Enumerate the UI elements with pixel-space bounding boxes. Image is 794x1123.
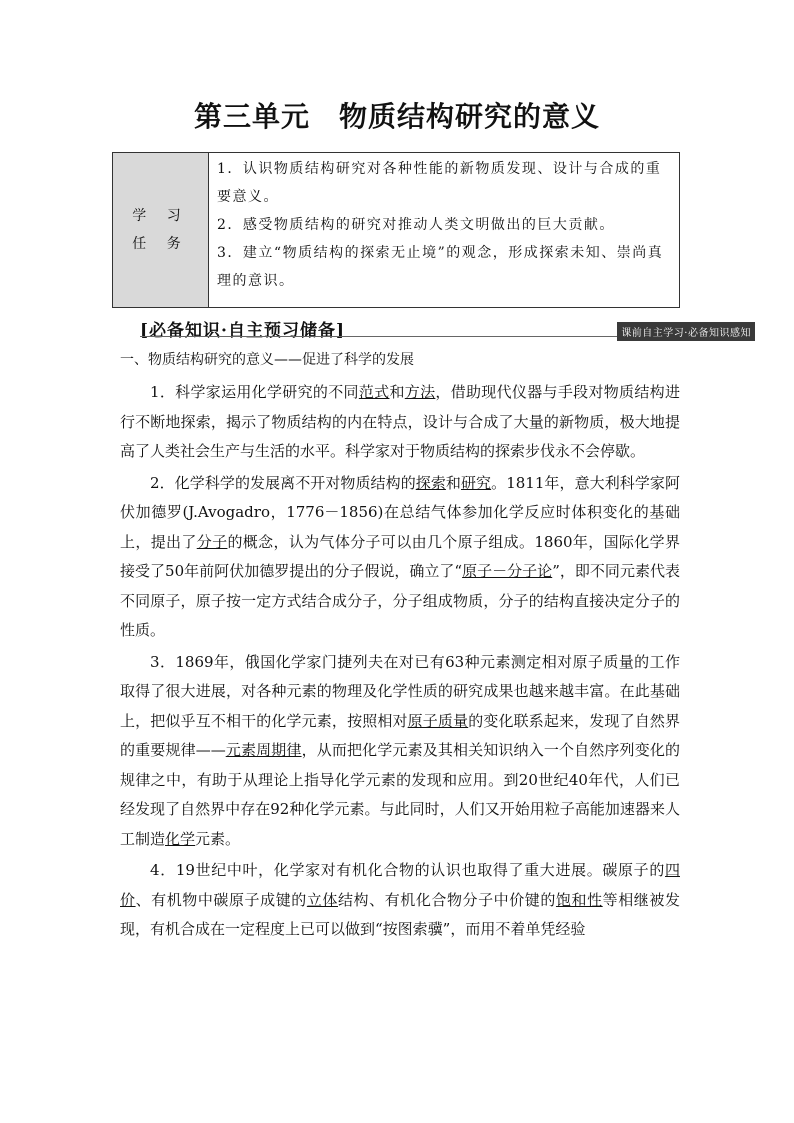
underlined-term: 原子质量 <box>407 711 469 730</box>
text-run: 2．化学科学的发展离不开对物质结构的 <box>150 473 416 492</box>
task-label-line1: 学 习 <box>132 208 189 224</box>
text-run: 元素。 <box>195 829 241 848</box>
text-run: ，从而把化学元素及其相关知识纳入一个自然序列变化的规律之中，有助于从理论上指导化学元素的发现和应用。到20世纪40年代，人们已经发现了自然界中存在92种化学元素。与此同时，人们又开始用粒子高能加速器来人工制造 <box>120 741 680 848</box>
paragraph-3 <box>120 648 680 855</box>
text-run: 4．19世纪中叶，化学家对有机化合物的认识也取得了重大进展。碳原子的 <box>150 861 665 879</box>
learning-task-box <box>112 152 680 308</box>
text-run: 1．科学家运用化学研究的不同 <box>150 383 359 401</box>
text-run: 等相继被发现，有机合成在一定程度上已可以做到“按图索骥”，而用不着单凭经验 <box>120 890 680 938</box>
paragraph-2 <box>120 469 680 646</box>
task-box-label <box>113 153 209 307</box>
text-run: ，借助现代仪器与手段对物质结构进行不断地探索，揭示了物质结构的内在特点，设计与合成了大量的新物质，极大地提高了人类社会生产与生活的水平。科学家对于物质结构的探索步伐永不会停歇。 <box>120 383 680 460</box>
section-banner <box>140 316 755 341</box>
underlined-term: 元素周期律 <box>225 741 302 759</box>
task-item: 2．感受物质结构的研究对推动人类文明做出的巨大贡献。 <box>217 217 615 233</box>
underlined-term: 饱和性 <box>555 890 603 909</box>
text-run: ”，即不同元素代表不同原子，原子按一定方式结合成分子，分子组成物质，分子的结构直接决定分子的性质。 <box>120 562 680 639</box>
underlined-term: 原子－分子论 <box>462 562 553 580</box>
section-heading: 一、物质结构研究的意义——促进了科学的发展 <box>120 352 414 368</box>
underlined-term: 四价 <box>120 861 680 909</box>
task-item: 3．建立“物质结构的探索无止境”的观念，形成探索未知、崇尚真理的意识。 <box>217 245 664 289</box>
task-box-items <box>209 153 679 307</box>
underlined-term: 立体 <box>306 890 338 909</box>
underlined-term: 化学 <box>165 829 196 848</box>
paragraph-4 <box>120 856 680 945</box>
text-run: 、有机物中碳原子成键的 <box>135 890 307 909</box>
paragraph-1 <box>120 378 680 467</box>
text-run: 。1811年，意大利科学家阿伏加德罗(J.Avogadro，1776－1856)在总结气体参加化学反应时体积变化的基础上，提出了 <box>120 473 680 551</box>
text-run: 的概念，认为气体分子可以由几个原子组成。1860年，国际化学界接受了50年前阿伏加德罗提出的分子假说，确立了“ <box>120 532 680 580</box>
task-label-line2: 任 务 <box>132 236 189 252</box>
main-content <box>120 350 680 947</box>
text-run: 和 <box>389 383 405 401</box>
underlined-term: 探索 <box>415 473 446 492</box>
text-run: 结构、有机化合物分子中价键的 <box>337 890 556 909</box>
text-run: 和 <box>445 473 461 492</box>
text-run: 的变化联系起来，发现了自然界的重要规律—— <box>120 711 680 759</box>
underlined-term: 研究 <box>460 473 492 492</box>
page-title: 第三单元 物质结构研究的意义 <box>193 100 600 133</box>
text-run: 3．1869年，俄国化学家门捷列夫在对已有63种元素测定相对原子质量的工作取得了很大进展，对各种元素的物理及化学性质的研究成果也越来越丰富。在此基础上，把似乎互不相干的化学元素，按照相对 <box>120 652 680 730</box>
banner-title: [必备知识·自主预习储备] <box>140 321 346 341</box>
underlined-term: 方法 <box>404 383 436 401</box>
underlined-term: 范式 <box>358 383 390 401</box>
banner-tag: 课前自主学习·必备知识感知 <box>617 322 755 341</box>
task-item: 1．认识物质结构研究对各种性能的新物质发现、设计与合成的重要意义。 <box>217 161 662 205</box>
underlined-term: 分子 <box>196 532 228 551</box>
